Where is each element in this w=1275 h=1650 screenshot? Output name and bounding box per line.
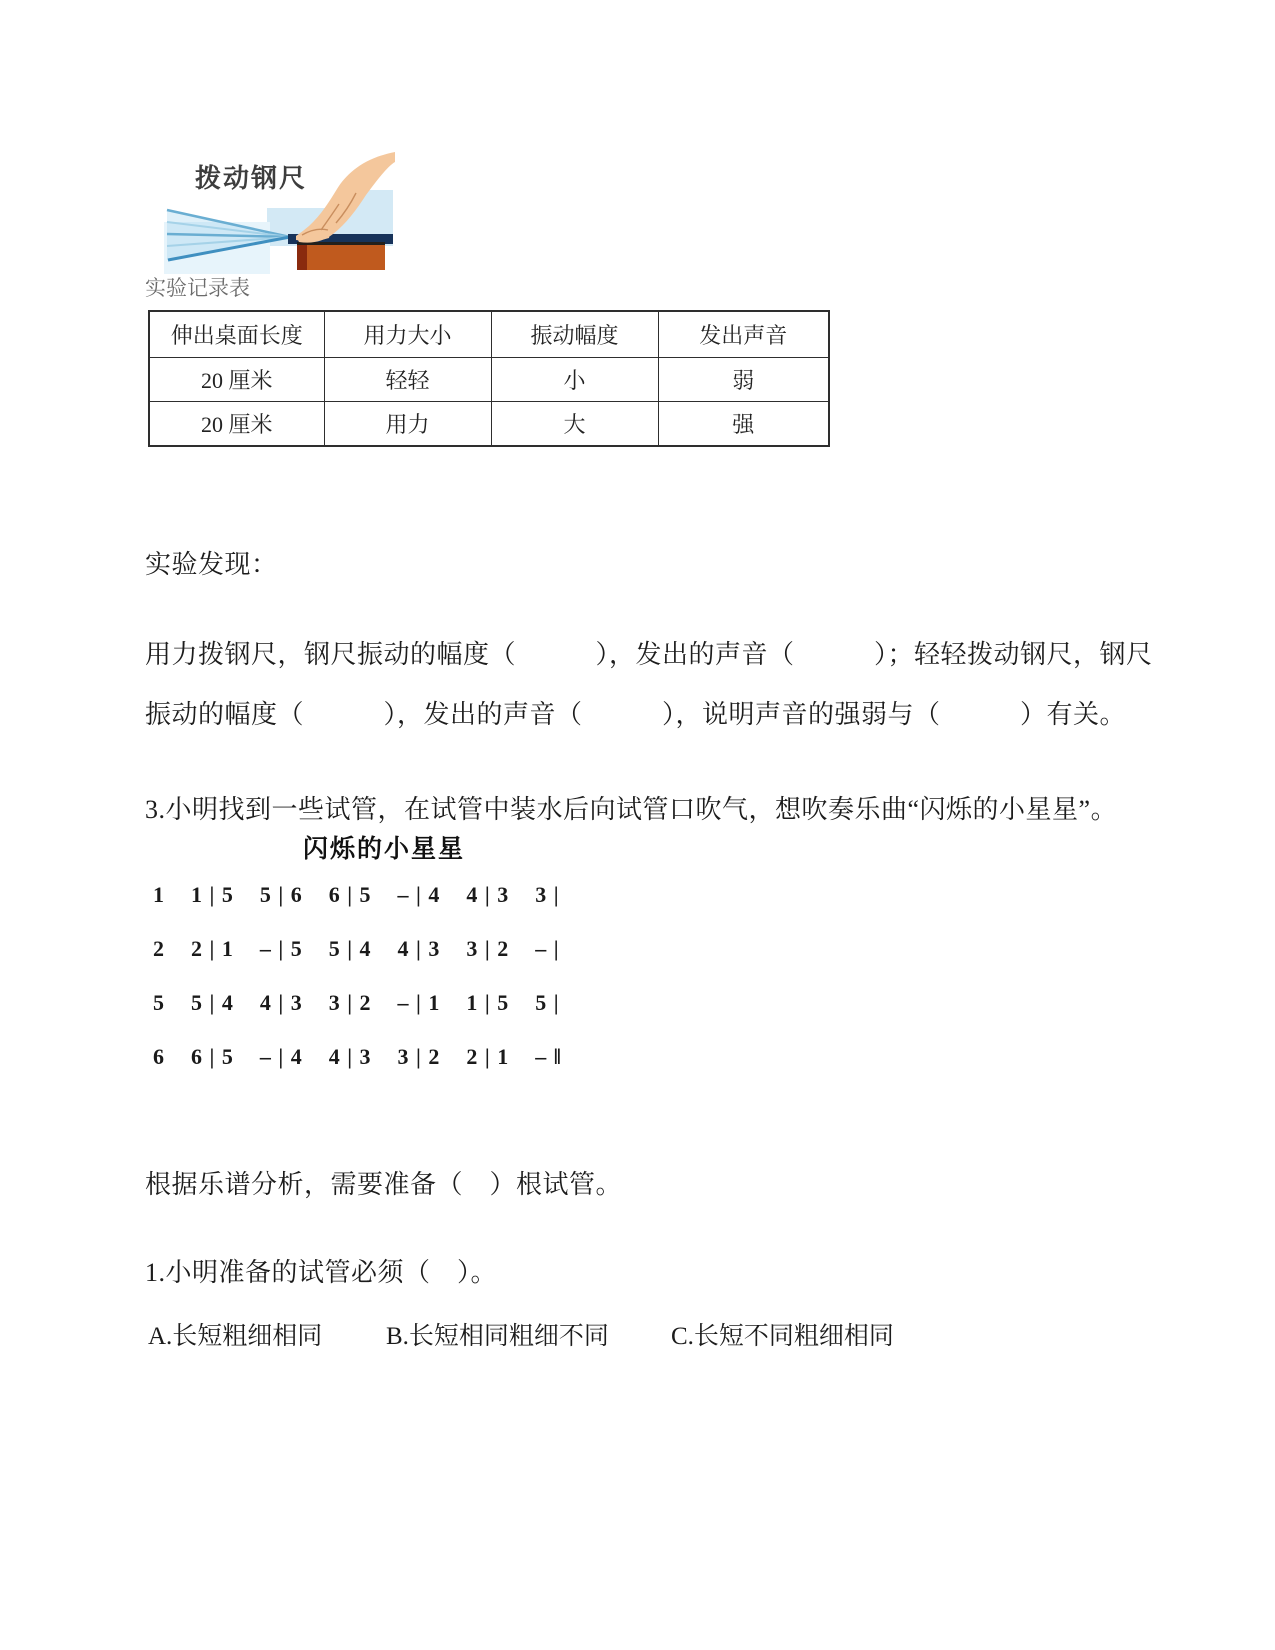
score-line-3: 5 5 | 4 4 | 3 3 | 2 – | 1 1 | 5 5 | (153, 990, 560, 1015)
table-caption: 实验记录表 (145, 277, 250, 300)
table-row (149, 358, 829, 402)
score-line-4: 6 6 | 5 – | 4 4 | 3 3 | 2 2 | 1 – ‖ (153, 1044, 562, 1069)
findings-line-2: 振动的幅度（ ），发出的声音（ ），说明声音的强弱与（ ）有关。 (145, 700, 1127, 729)
cell-amplitude-1: 小 (491, 358, 658, 402)
score-analysis-text: 根据乐谱分析，需要准备（ ）根试管。 (145, 1170, 623, 1199)
option-c: C.长短不同粗细相同 (671, 1323, 894, 1350)
cell-amplitude-2: 大 (491, 402, 658, 447)
sub-question1-text: 1.小明准备的试管必须（ ）。 (145, 1258, 498, 1287)
score-line-1: 1 1 | 5 5 | 6 6 | 5 – | 4 4 | 3 3 | (153, 882, 560, 907)
table-header-row (149, 311, 829, 358)
option-b: B.长短相同粗细不同 (386, 1323, 609, 1350)
ruler-pluck-illustration (150, 138, 395, 278)
illustration-label: 拨动钢尺 (195, 163, 308, 193)
option-a: A.长短粗细相同 (148, 1323, 323, 1350)
cell-length-2: 20 厘米 (149, 402, 324, 447)
findings-line-1: 用力拨钢尺，钢尺振动的幅度（ ），发出的声音（ ）；轻轻拨动钢尺，钢尺 (145, 640, 1153, 669)
table-row (149, 402, 829, 447)
findings-heading: 实验发现： (145, 550, 278, 579)
header-cell-amplitude: 振动幅度 (491, 311, 658, 358)
table-front (307, 244, 385, 270)
cell-sound-1: 弱 (658, 358, 829, 402)
header-cell-sound: 发出声音 (658, 311, 829, 358)
experiment-record-table (148, 310, 830, 447)
cell-force-2: 用力 (324, 402, 491, 447)
cell-force-1: 轻轻 (324, 358, 491, 402)
header-cell-length: 伸出桌面长度 (149, 311, 324, 358)
cell-length-1: 20 厘米 (149, 358, 324, 402)
cell-sound-2: 强 (658, 402, 829, 447)
options-row (0, 1316, 1275, 1350)
score-line-2: 2 2 | 1 – | 5 5 | 4 4 | 3 3 | 2 – | (153, 936, 560, 961)
question3-text: 3.小明找到一些试管，在试管中装水后向试管口吹气，想吹奏乐曲“闪烁的小星星”。 (145, 795, 1118, 824)
header-cell-force: 用力大小 (324, 311, 491, 358)
score-title: 闪烁的小星星 (303, 835, 466, 863)
